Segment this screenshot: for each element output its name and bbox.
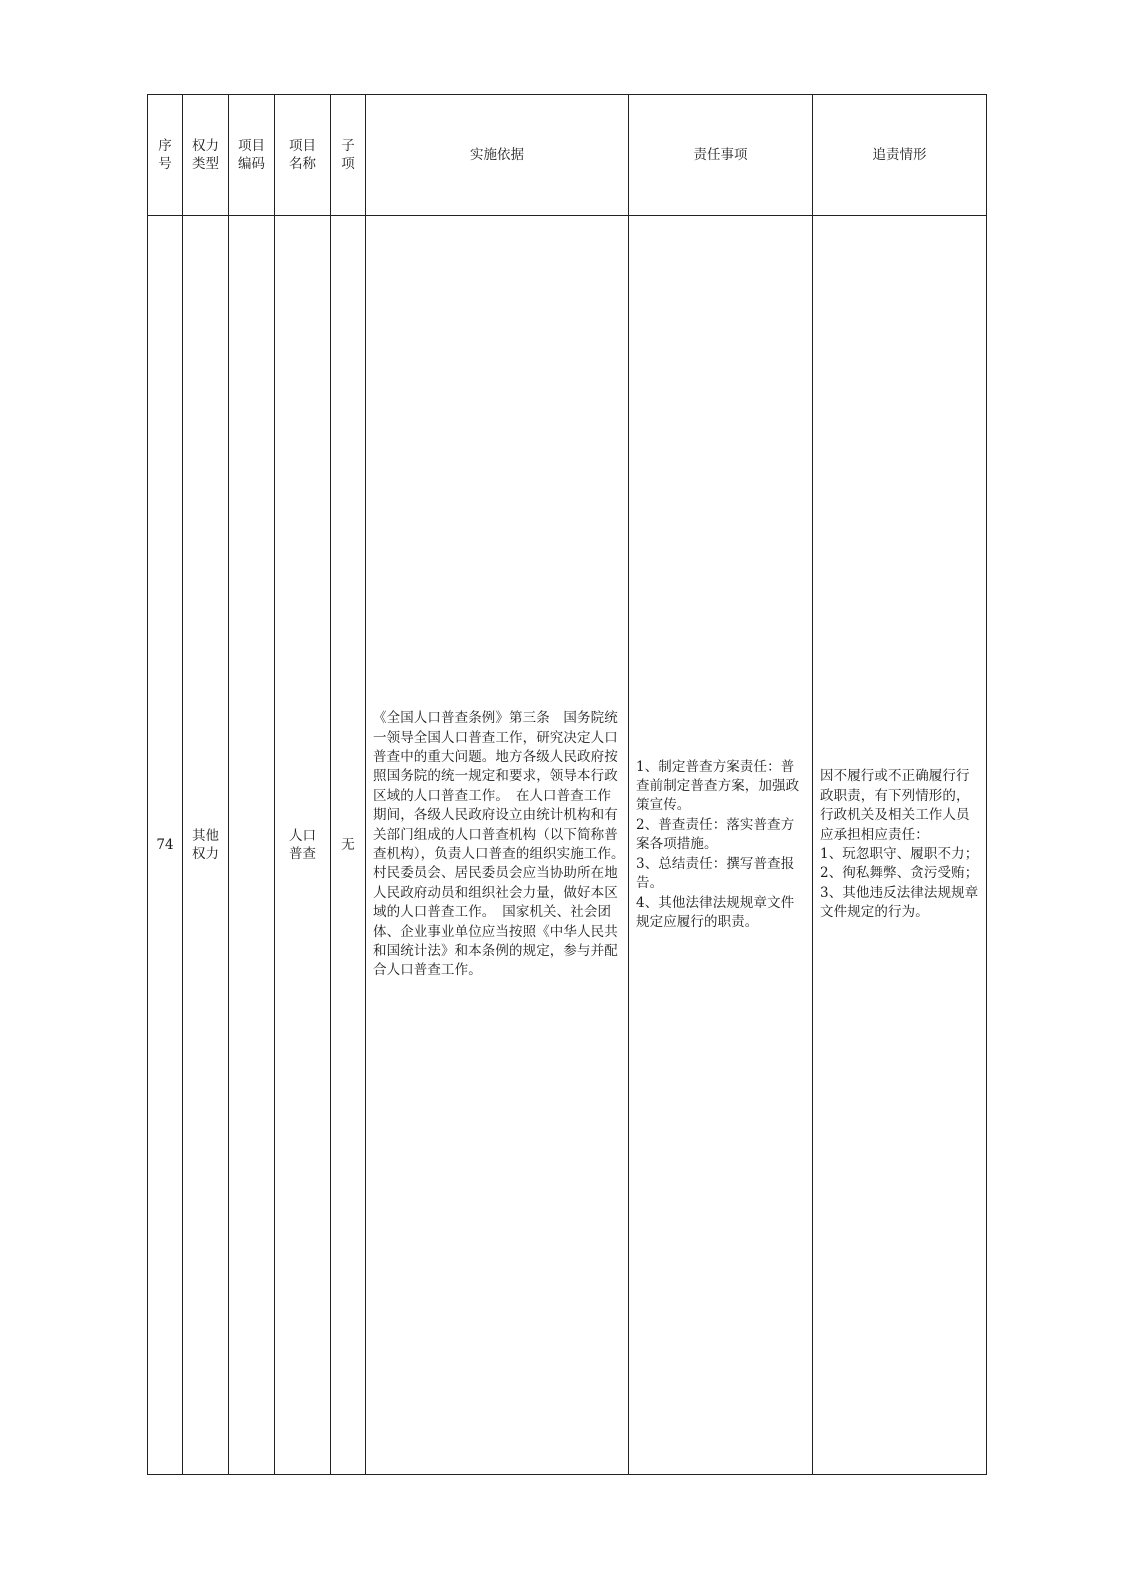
power-list-table (147, 94, 987, 1475)
cell-duties (629, 216, 813, 1475)
header-item-code: 项目编码 (229, 95, 275, 216)
header-seq: 序号 (148, 95, 183, 216)
cell-accountability (813, 216, 987, 1475)
header-sub-item: 子项 (331, 95, 366, 216)
header-item-name: 项目名称 (275, 95, 331, 216)
header-duties: 责任事项 (629, 95, 813, 216)
cell-item-code (229, 216, 275, 1475)
cell-power-type: 其他权力 (183, 216, 229, 1475)
cell-item-name: 人口普查 (275, 216, 331, 1475)
header-basis: 实施依据 (366, 95, 629, 216)
header-power-type: 权力类型 (183, 95, 229, 216)
header-accountability: 追责情形 (813, 95, 987, 216)
basis-text: 《全国人口普查条例》第三条 国务院统一领导全国人口普查工作，研究决定人口普查中的重大问题。地方各级人民政府按照国务院的统一规定和要求，领导本行政区域的人口普查工作。 在人口普查工作期间，各级人民政府设立由统计机构和有关部门组成的人口普查机构（以下简称普查机构），负责人口普查的组织实施工作。 村民委员会、居民委员会应当协助所在地人民政府动员和组织社会力量，做好本区域的人口普查工作。 国家机关、社会团体、企业事业单位应当按照《中华人民共和国统计法》和本条例的规定，参与并配合人口普查工作。 (373, 710, 632, 979)
cell-basis (366, 216, 632, 1475)
table-row (148, 216, 987, 1475)
duties-text: 1、制定普查方案责任：普查前制定普查方案，加强政策宣传。 2、普查责任：落实普查方案各项措施。 3、总结责任：撰写普查报告。 4、其他法律法规规章文件规定应履行的职责。 (636, 758, 800, 930)
cell-seq: 74 (148, 216, 183, 1475)
cell-sub-item: 无 (331, 216, 366, 1475)
accountability-text: 因不履行或不正确履行行政职责，有下列情形的，行政机关及相关工作人员应承担相应责任： 1、玩忽职守、履职不力； 2、徇私舞弊、贪污受贿； 3、其他违反法律法规规章文件规定的行为。 (820, 768, 979, 921)
header-row (148, 95, 987, 216)
